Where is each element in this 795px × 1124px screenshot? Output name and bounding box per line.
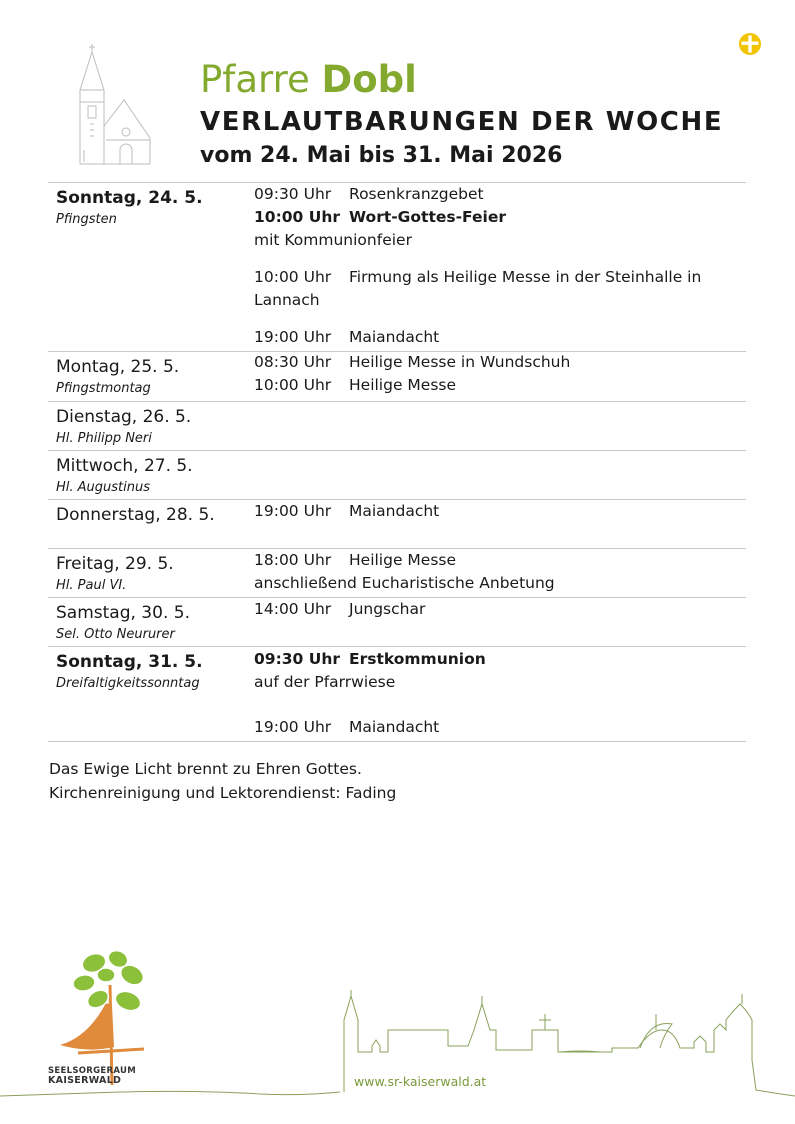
town-skyline-icon: [0, 990, 795, 1110]
event-time: 09:30 Uhr: [254, 185, 332, 203]
logo-line-2: KAISERWALD: [48, 1075, 122, 1086]
event-title: Maiandacht: [349, 718, 440, 736]
note-line: Kirchenreinigung und Lektorendienst: Fading: [49, 784, 397, 802]
notes: [49, 757, 396, 805]
date-range: vom 24. Mai bis 31. Mai 2026: [200, 143, 563, 168]
day-subtitle: Pfingsten: [56, 212, 117, 227]
event-time: 10:00 Uhr: [254, 268, 332, 286]
event-time: 09:30 Uhr: [254, 650, 340, 668]
event-time: 18:00 Uhr: [254, 551, 332, 569]
event-time: 14:00 Uhr: [254, 600, 332, 618]
event-title: Maiandacht: [349, 328, 440, 346]
day-name: Donnerstag, 28. 5.: [56, 505, 215, 525]
day-subtitle: Hl. Paul VI.: [56, 578, 127, 593]
day-subtitle: Pfingstmontag: [56, 381, 151, 396]
day-subtitle: Hl. Philipp Neri: [56, 431, 152, 446]
event-title: Rosenkranzgebet: [349, 185, 484, 203]
parish-title: Pfarre Dobl: [200, 58, 417, 101]
event-continuation: Lannach: [254, 291, 320, 309]
event-time: 10:00 Uhr: [254, 376, 332, 394]
day-name: Samstag, 30. 5.: [56, 603, 190, 623]
day-subtitle: Dreifaltigkeitssonntag: [56, 676, 200, 691]
day-name: Sonntag, 24. 5.: [56, 188, 203, 208]
event-time: 10:00 Uhr: [254, 208, 340, 226]
day-row: [48, 499, 746, 548]
day-row: [48, 548, 746, 597]
day-name: Sonntag, 31. 5.: [56, 652, 203, 672]
event-title: Maiandacht: [349, 502, 440, 520]
day-row: [48, 182, 746, 351]
weekly-schedule: [48, 182, 746, 742]
event-continuation: auf der Pfarrwiese: [254, 673, 396, 691]
event-title: Heilige Messe in Wundschuh: [349, 353, 571, 371]
day-row: [48, 351, 746, 401]
event-title: Jungschar: [349, 600, 426, 618]
day-name: Mittwoch, 27. 5.: [56, 456, 193, 476]
event-time: 08:30 Uhr: [254, 353, 332, 371]
cross-badge-icon: [738, 32, 762, 56]
event-title: Heilige Messe: [349, 376, 457, 394]
note-line: Das Ewige Licht brennt zu Ehren Gottes.: [49, 760, 362, 778]
headline: VERLAUTBARUNGEN DER WOCHE: [200, 107, 724, 137]
day-subtitle: Hl. Augustinus: [56, 480, 151, 495]
event-continuation: mit Kommunionfeier: [254, 231, 412, 249]
day-name: Dienstag, 26. 5.: [56, 407, 192, 427]
event-title: Firmung als Heilige Messe in der Steinhalle in: [349, 268, 702, 286]
day-name: Montag, 25. 5.: [56, 357, 180, 377]
logo-line-1: SEELSORGERAUM: [48, 1066, 136, 1076]
event-time: 19:00 Uhr: [254, 328, 332, 346]
day-row: [48, 450, 746, 499]
event-continuation: anschließend Eucharistische Anbetung: [254, 574, 555, 592]
website-link[interactable]: www.sr-kaiserwald.at: [354, 1074, 487, 1089]
day-row: [48, 401, 746, 450]
event-time: 19:00 Uhr: [254, 718, 332, 736]
event-title: Wort-Gottes-Feier: [349, 208, 506, 226]
day-row: [48, 646, 746, 742]
church-drawing-icon: [76, 42, 154, 166]
day-name: Freitag, 29. 5.: [56, 554, 174, 574]
event-title: Erstkommunion: [349, 650, 486, 668]
day-row: [48, 597, 746, 646]
event-title: Heilige Messe: [349, 551, 457, 569]
event-time: 19:00 Uhr: [254, 502, 332, 520]
day-subtitle: Sel. Otto Neururer: [56, 627, 175, 642]
